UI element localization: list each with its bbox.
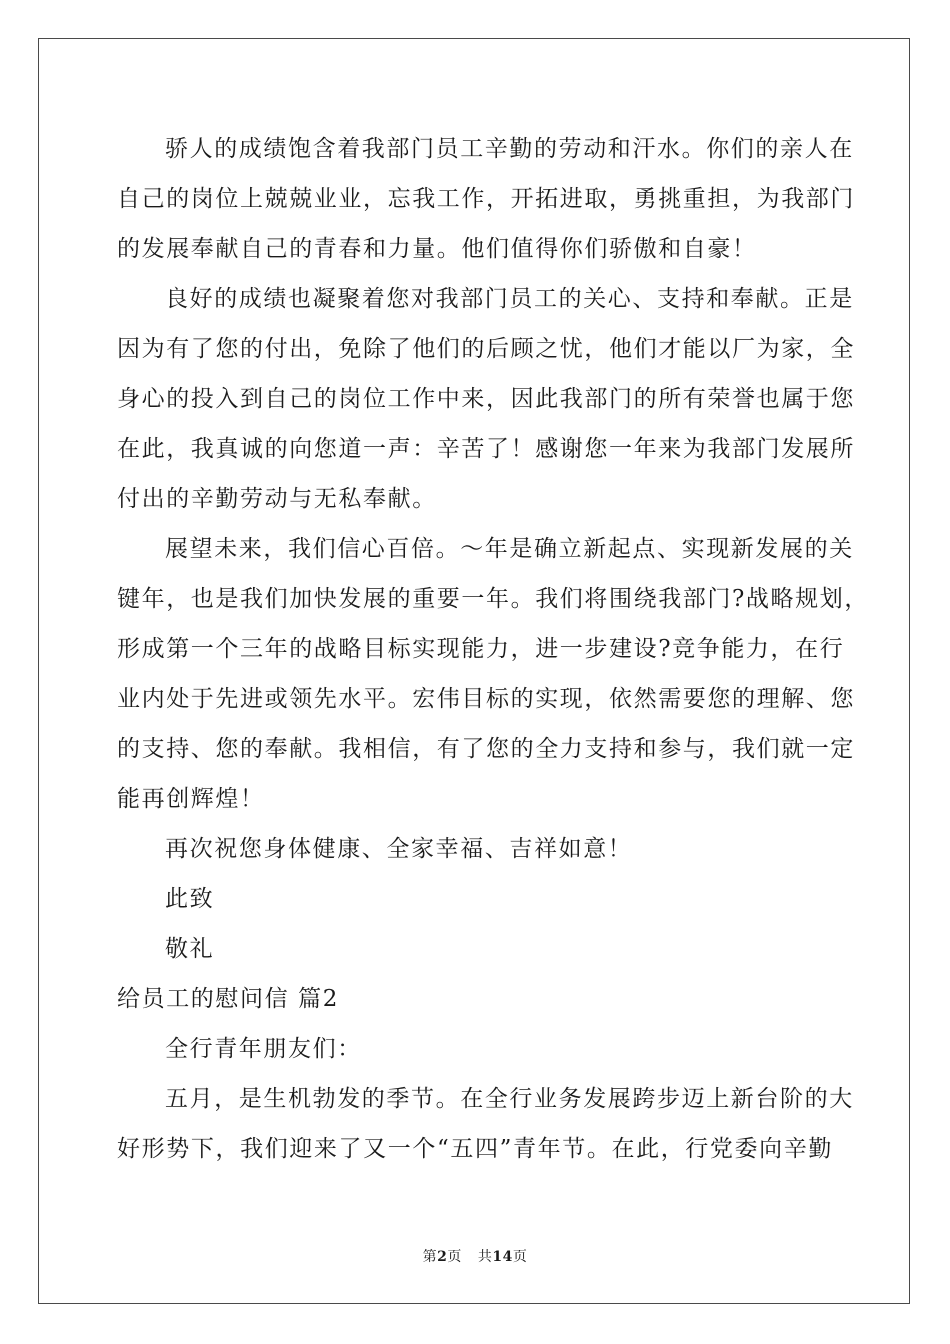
document-body (117, 124, 869, 1174)
text-line: 的支持、您的奉献。我相信，有了您的全力支持和参与，我们就一定 (117, 736, 855, 762)
text-line: 全行青年朋友们： (165, 1036, 362, 1062)
text-line: 好形势下，我们迎来了又一个“五四”青年节。在此，行党委向辛勤 (117, 1136, 833, 1162)
text-line: 键年，也是我们加快发展的重要一年。我们将围绕我部门?战略规划， (117, 586, 869, 612)
text-line: 展望未来，我们信心百倍。～年是确立新起点、实现新发展的关 (165, 536, 854, 562)
text-line: 形成第一个三年的战略目标实现能力，进一步建设?竞争能力，在行 (117, 636, 845, 662)
text-line: 因为有了您的付出，免除了他们的后顾之忧，他们才能以厂为家，全 (117, 336, 855, 362)
text-line: 骄人的成绩饱含着我部门员工辛勤的劳动和汗水。你们的亲人在 (165, 136, 854, 162)
text-line: 付出的辛勤劳动与无私奉献。 (117, 486, 437, 512)
text-line: 能再创辉煌！ (117, 786, 265, 812)
page-footer (0, 1248, 950, 1266)
section-heading: 给员工的慰问信 篇2 (117, 986, 339, 1012)
footer-total-pages: 14 (492, 1249, 513, 1265)
text-line: 在此，我真诚的向您道一声：辛苦了！感谢您一年来为我部门发展所 (117, 436, 855, 462)
footer-page-suffix: 页 (447, 1249, 462, 1265)
footer-total-suffix: 页 (512, 1249, 528, 1265)
footer-page-number: 2 (437, 1249, 448, 1265)
text-line: 敬礼 (165, 936, 215, 962)
text-line: 业内处于先进或领先水平。宏伟目标的实现，依然需要您的理解、您 (117, 686, 855, 712)
text-line: 身心的投入到自己的岗位工作中来，因此我部门的所有荣誉也属于您 (117, 386, 855, 412)
footer-total-prefix: 共 (477, 1249, 493, 1265)
text-line: 良好的成绩也凝聚着您对我部门员工的关心、支持和奉献。正是 (165, 286, 854, 312)
footer-page-prefix: 第 (422, 1249, 438, 1265)
text-line: 再次祝您身体健康、全家幸福、吉祥如意！ (165, 836, 633, 862)
text-line: 此致 (165, 886, 215, 912)
text-line: 自己的岗位上兢兢业业，忘我工作，开拓进取，勇挑重担，为我部门 (117, 186, 855, 212)
text-line: 的发展奉献自己的青春和力量。他们值得你们骄傲和自豪！ (117, 236, 757, 262)
text-line: 五月，是生机勃发的季节。在全行业务发展跨步迈上新台阶的大 (165, 1086, 854, 1112)
